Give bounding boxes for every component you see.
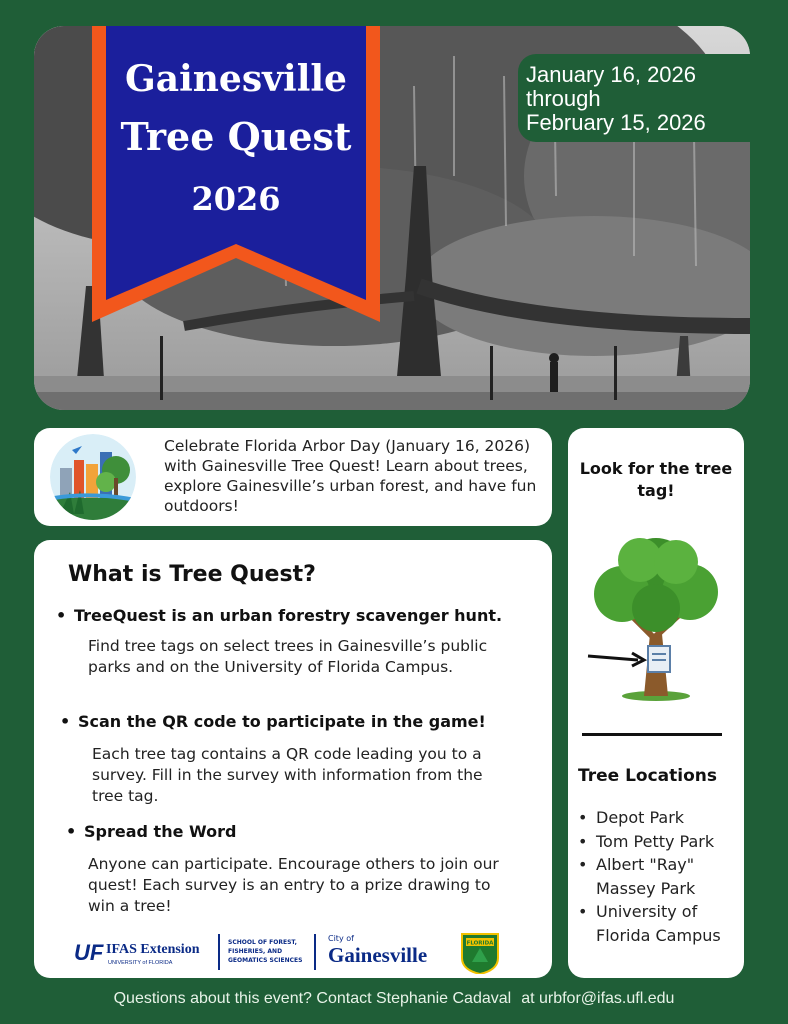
sponsor-logos: [74, 934, 514, 974]
location-item: • Albert "Ray" Massey Park: [596, 853, 744, 900]
florida-forest-service-seal: [458, 930, 502, 974]
contact-question: Questions about this event? Contact Stephanie Cadaval: [113, 990, 512, 1007]
intro-text: Celebrate Florida Arbor Day (January 16, 2026) with Gainesville Tree Quest! Learn about trees, explore Gainesville’s urban forest, and have fun outdoors!: [164, 437, 537, 515]
what-is-tree-quest-card: [34, 540, 552, 978]
uf-ifas-logo: UF IFAS Extension UNIVERSITY of FLORIDA: [74, 940, 200, 966]
intro-card: [34, 428, 552, 526]
bullet-scavenger-hunt-body: Find tree tags on select trees in Gainesville’s public parks and on the University of Florida Campus.: [88, 637, 488, 676]
bullet-scan-qr: • Scan the QR code to participate in the game!: [78, 712, 486, 731]
date-through: through: [526, 86, 601, 111]
date-start: January 16, 2026: [526, 62, 697, 87]
bullet-scan-qr-body: Each tree tag contains a QR code leading you to a survey. Fill in the survey with information from the tree tag.: [92, 745, 483, 805]
location-item: • University of Florida Campus: [596, 900, 744, 947]
school-logo: SCHOOL OF FOREST, FISHERIES, AND GEOMATICS SCIENCES: [218, 934, 316, 970]
bullet-spread-word-body: Anyone can participate. Encourage others to join our quest! Each survey is an entry to a prize drawing to win a tree!: [88, 855, 499, 915]
tree-with-tag-icon: [572, 524, 738, 704]
event-dates: [518, 54, 750, 142]
contact-email[interactable]: at urbfor@ifas.ufl.edu: [521, 990, 675, 1007]
bullet-scavenger-hunt: • TreeQuest is an urban forestry scavenger hunt.: [74, 606, 502, 625]
title-line-1: Gainesville: [125, 58, 347, 100]
divider: [582, 733, 722, 736]
date-end: February 15, 2026: [526, 110, 706, 135]
title-year: 2026: [191, 180, 281, 218]
tree-locations-list: [596, 806, 744, 947]
seal-label: FLORIDA: [466, 940, 494, 947]
location-item: • Depot Park: [596, 806, 744, 830]
bullet-spread-word: • Spread the Word: [84, 822, 236, 841]
tree-tag-card: [568, 428, 744, 978]
contact-footer: [0, 990, 788, 1008]
location-item: • Tom Petty Park: [596, 830, 744, 854]
tree-locations-title: Tree Locations: [578, 766, 718, 786]
section-heading: What is Tree Quest?: [68, 562, 316, 587]
title-banner: [92, 26, 380, 322]
look-for-tag-text: Look for the tree tag!: [579, 459, 733, 500]
city-of-gainesville-logo: City of Gainesville: [328, 934, 428, 967]
city-nature-logo: [50, 434, 136, 520]
title-line-2: Tree Quest: [120, 114, 352, 159]
